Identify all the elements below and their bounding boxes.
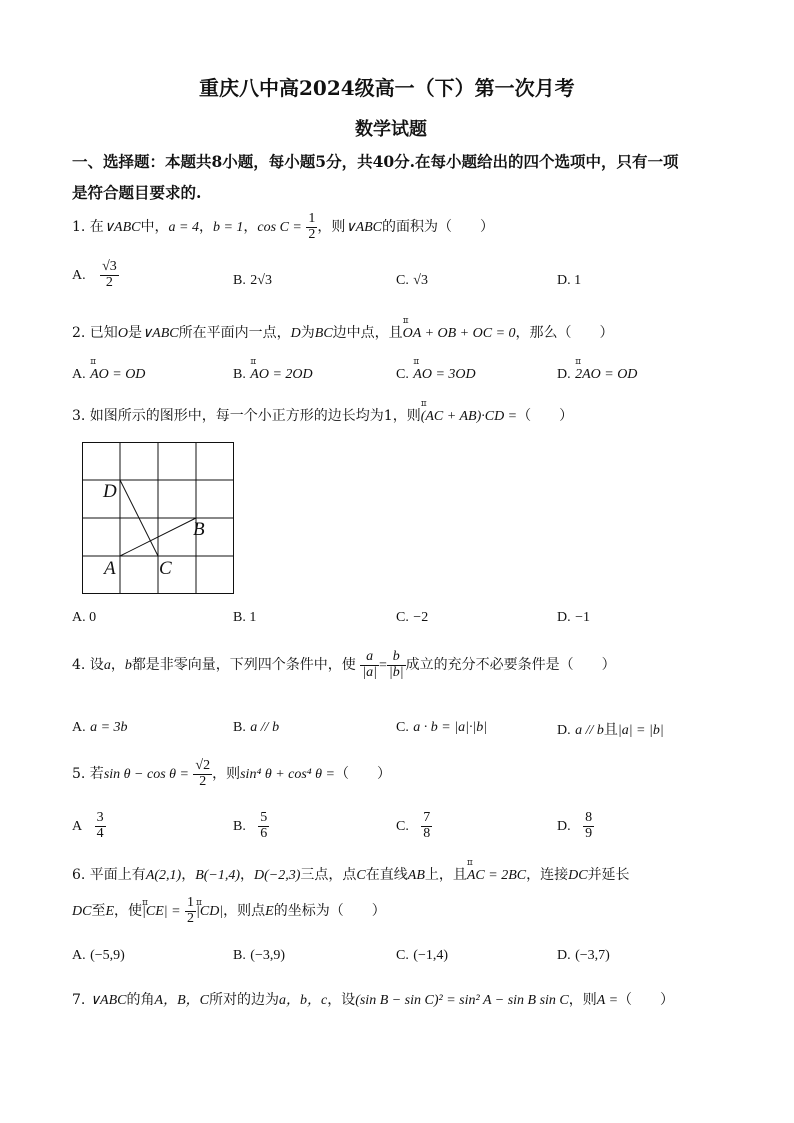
q7-text: ，则: [568, 992, 597, 1008]
q1-option-d: [557, 272, 581, 289]
section-heading-line1: 一、选择题：本题共8小题，每小题5分，共40分.在每小题给出的四个选项中，只有一项: [72, 152, 679, 171]
frac-den: |a|: [362, 664, 377, 680]
option-frac: [258, 811, 269, 841]
option-value: ⵊⵊ AO = OD: [90, 367, 145, 383]
q4-option-c: [396, 719, 487, 736]
q6-AB: AB: [407, 868, 425, 883]
q5-text: 5. 若: [72, 766, 104, 783]
q3-grid-figure: [82, 442, 234, 594]
frac-num: a: [360, 650, 379, 666]
q1-frac-num: 1: [308, 211, 316, 226]
option-label: D.: [557, 948, 571, 963]
q4-frac-a: [360, 650, 379, 680]
q2-text: 是: [127, 325, 142, 341]
q3-grid-svg: [82, 442, 234, 594]
q6-text: 在直线: [365, 867, 408, 883]
question-5-stem: [72, 759, 391, 789]
q4-text: 成立的充分不必要条件是（ ）: [405, 657, 616, 674]
q4-b: b: [124, 658, 132, 674]
q2-text: 边中点，且: [332, 325, 403, 341]
option-frac: [95, 811, 106, 841]
q1-sep: ，: [198, 219, 213, 236]
option-label: B.: [233, 720, 246, 735]
option-label: B.: [233, 819, 246, 835]
frac-den: 4: [96, 825, 104, 841]
option-value: |a| = |b|: [617, 723, 664, 738]
frac-den: 2: [105, 274, 113, 290]
q7-text: 所对的边为: [208, 992, 279, 1008]
option-label: B.: [233, 948, 246, 963]
q7-angles: A，B，C: [154, 993, 209, 1008]
q5-text: （ ）: [335, 766, 391, 783]
option-value: ⵊⵊ AO = 3OD: [413, 367, 475, 383]
option-label: B. 1: [233, 610, 257, 625]
q6-text: ，则点: [223, 903, 266, 920]
frac-num: 7: [423, 810, 431, 825]
q1-cond-a: a = 4: [168, 220, 199, 236]
q2-option-b: [233, 366, 313, 383]
frac-den: |b|: [388, 664, 404, 680]
option-value: a · b = |a|·|b|: [413, 720, 488, 735]
option-value: a // b: [575, 723, 604, 738]
q1-frac-den: 2: [308, 226, 316, 242]
q1-option-b: [233, 272, 272, 289]
option-value: −2: [413, 610, 429, 625]
option-value: (−5,9): [90, 948, 125, 963]
frac-den: 6: [260, 825, 268, 841]
option-value: −1: [575, 610, 590, 625]
q4-frac-b: [387, 650, 406, 680]
option-text: 且: [603, 722, 618, 738]
option-value: a = 3b: [90, 720, 128, 735]
option-frac: [421, 811, 432, 841]
q4-option-d: [557, 719, 664, 739]
option-label: C.: [396, 819, 409, 835]
q1-option-a: [72, 260, 119, 290]
q7-expr: (sin B − sin C)² = sin² A − sin B sin C: [355, 993, 569, 1008]
frac-den: 2: [187, 910, 195, 926]
q6-text: 6. 平面上有: [72, 867, 146, 883]
question-2-stem: [72, 322, 614, 342]
option-value: 2√3: [250, 273, 272, 288]
option-label: D.: [557, 367, 571, 382]
q2-option-d: [557, 366, 637, 383]
frac-num: 1: [187, 895, 195, 910]
option-value: (−3,7): [575, 948, 610, 963]
q4-option-a: [72, 719, 128, 736]
q1-sep: ，: [243, 219, 258, 236]
option-label: C.: [396, 610, 409, 625]
exam-title: 重庆八中高2024级高一（下）第一次月考: [199, 76, 575, 100]
option-value: √3: [413, 273, 428, 288]
q7-A: A =: [596, 993, 619, 1008]
q2-option-c: [396, 366, 476, 383]
exam-subtitle: 数学试题: [355, 119, 427, 140]
q5-option-b: [233, 811, 269, 841]
option-label: A. 0: [72, 610, 97, 625]
option-label: D. 1: [557, 273, 582, 288]
q5-expr2: sin⁴ θ + cos⁴ θ =: [240, 767, 335, 783]
option-value: (−3,9): [250, 948, 286, 963]
q4-text: 4. 设: [72, 657, 104, 674]
option-label: C.: [396, 273, 409, 288]
option-label: D.: [557, 723, 571, 738]
q2-BC: BC: [314, 326, 333, 341]
q2-text: 为: [300, 325, 315, 341]
q7-sides: a，b，c: [278, 993, 328, 1008]
q3-option-b: [233, 609, 256, 626]
option-value: a // b: [250, 720, 280, 735]
q1-a-frac: [100, 260, 119, 290]
q6-text: 上，且: [424, 867, 467, 883]
option-label: C.: [396, 720, 409, 735]
q7-text: 的角: [126, 992, 155, 1008]
q3-text: 3. 如图所示的图形中，每一个小正方形的边长均为1，则: [72, 408, 421, 424]
q3-option-d: [557, 609, 590, 626]
q6-E: E: [105, 904, 115, 920]
q5-option-a: [72, 811, 106, 841]
question-7-stem: [72, 989, 674, 1009]
option-label: A.: [72, 367, 86, 382]
q7-triangle: ∨ABC: [89, 993, 127, 1008]
q6-C: C: [356, 868, 366, 883]
q6-E: E: [265, 904, 274, 920]
q3-vector-expr: ⵊⵊ (AC + AB)·CD =: [421, 409, 517, 425]
q2-text: 所在平面内一点，: [178, 325, 291, 341]
q7-text: 7.: [72, 992, 86, 1008]
q6-text: 至: [91, 903, 106, 920]
frac-num: b: [387, 650, 406, 666]
q6-option-d: [557, 947, 610, 964]
q1-fraction: [306, 212, 317, 242]
q6-point-A: A(2,1): [145, 868, 182, 883]
q5-option-c: [396, 811, 432, 841]
option-label: C.: [396, 948, 409, 963]
q6-text: 的坐标为（ ）: [273, 903, 386, 920]
q7-text: （ ）: [618, 992, 675, 1008]
question-1-stem: [72, 212, 494, 242]
q6-DC: DC: [72, 904, 92, 920]
q6-CD: ⵊⵊ |CD|: [196, 900, 223, 924]
q2-text: 2. 已知: [72, 325, 118, 341]
option-label: A.: [72, 720, 86, 735]
q6-sep: ，: [181, 867, 196, 883]
q5-expr: sin θ − cos θ =: [103, 767, 189, 783]
q5-frac: [193, 759, 212, 789]
q5-option-d: [557, 811, 594, 841]
q1-option-c: [396, 272, 428, 289]
q6-point-B: B(−1,4): [195, 868, 241, 883]
q4-text: 都是非零向量，下列四个条件中，使: [131, 657, 356, 674]
q1-triangle: ∨ABC: [345, 220, 383, 236]
q4-option-b: [233, 719, 279, 736]
q6-sep: ，: [240, 867, 255, 883]
label-A: A: [104, 558, 116, 579]
option-label: B.: [233, 367, 246, 382]
q4-eq: =: [378, 658, 387, 674]
option-label: D.: [557, 819, 571, 835]
label-B: B: [193, 519, 205, 540]
q1-text: ，则: [317, 219, 346, 236]
q1-cos: cos C =: [257, 220, 302, 236]
q6-frac: [185, 896, 196, 926]
q4-sep: ，: [110, 657, 125, 674]
q2-text: ，那么（ ）: [515, 325, 614, 341]
option-label: A.: [72, 268, 86, 284]
question-6-stem-line2: [72, 896, 386, 926]
q3-text: （ ）: [517, 408, 574, 424]
q2-triangle: ∨ABC: [141, 326, 179, 341]
option-value: ⵊⵊ 2AO = OD: [575, 367, 637, 383]
question-4-stem: [72, 650, 616, 680]
frac-den: 9: [585, 825, 593, 841]
option-label: A.: [72, 948, 86, 963]
frac-den: 2: [199, 773, 207, 789]
option-frac: [583, 811, 594, 841]
q2-vector-expr: ⵊⵊ OA + OB + OC = 0: [403, 326, 516, 342]
q6-option-b: [233, 947, 285, 964]
frac-num: 8: [585, 810, 593, 825]
frac-num: √3: [102, 259, 117, 274]
label-D: D: [103, 481, 117, 502]
option-label: B.: [233, 273, 246, 288]
q1-text: 1. 在: [72, 219, 104, 236]
q6-vector-expr: ⵊⵊ AC = 2BC: [467, 868, 526, 884]
q6-text: 三点，点: [300, 867, 357, 883]
option-label: A: [72, 819, 83, 835]
q6-option-a: [72, 947, 125, 964]
frac-num: 5: [260, 810, 268, 825]
question-3-stem: [72, 405, 573, 425]
option-value: ⵊⵊ AO = 2OD: [250, 367, 312, 383]
q2-option-a: [72, 366, 145, 383]
frac-den: 8: [423, 825, 431, 841]
section-heading-line2: 是符合题目要求的.: [72, 183, 202, 202]
q2-O: O: [117, 326, 128, 341]
frac-num: √2: [195, 758, 211, 773]
q5-text: ，则: [212, 766, 241, 783]
q6-point-D: D(−2,3): [254, 868, 301, 883]
q6-CE: ⵊⵊ |CE| =: [142, 900, 181, 924]
q6-text: ，使: [114, 903, 143, 920]
q1-text: 中，: [140, 219, 169, 236]
option-value: (−1,4): [413, 948, 449, 963]
q7-text: ，设: [327, 992, 356, 1008]
q4-a: a: [103, 658, 111, 674]
q6-text: ，连接: [526, 867, 569, 883]
option-label: D.: [557, 610, 571, 625]
q6-option-c: [396, 947, 448, 964]
q2-D: D: [290, 326, 301, 341]
option-label: C.: [396, 367, 409, 382]
q1-cond-b: b = 1: [212, 220, 244, 236]
label-C: C: [159, 558, 172, 579]
frac-num: 3: [96, 810, 104, 825]
q3-option-a: [72, 609, 96, 626]
question-6-stem-line1: [72, 864, 630, 884]
q6-DC: DC: [568, 868, 588, 883]
q1-text: 的面积为（ ）: [382, 219, 495, 236]
q3-option-c: [396, 609, 428, 626]
q6-text: 并延长: [587, 867, 630, 883]
q1-triangle: ∨ABC: [103, 220, 141, 236]
